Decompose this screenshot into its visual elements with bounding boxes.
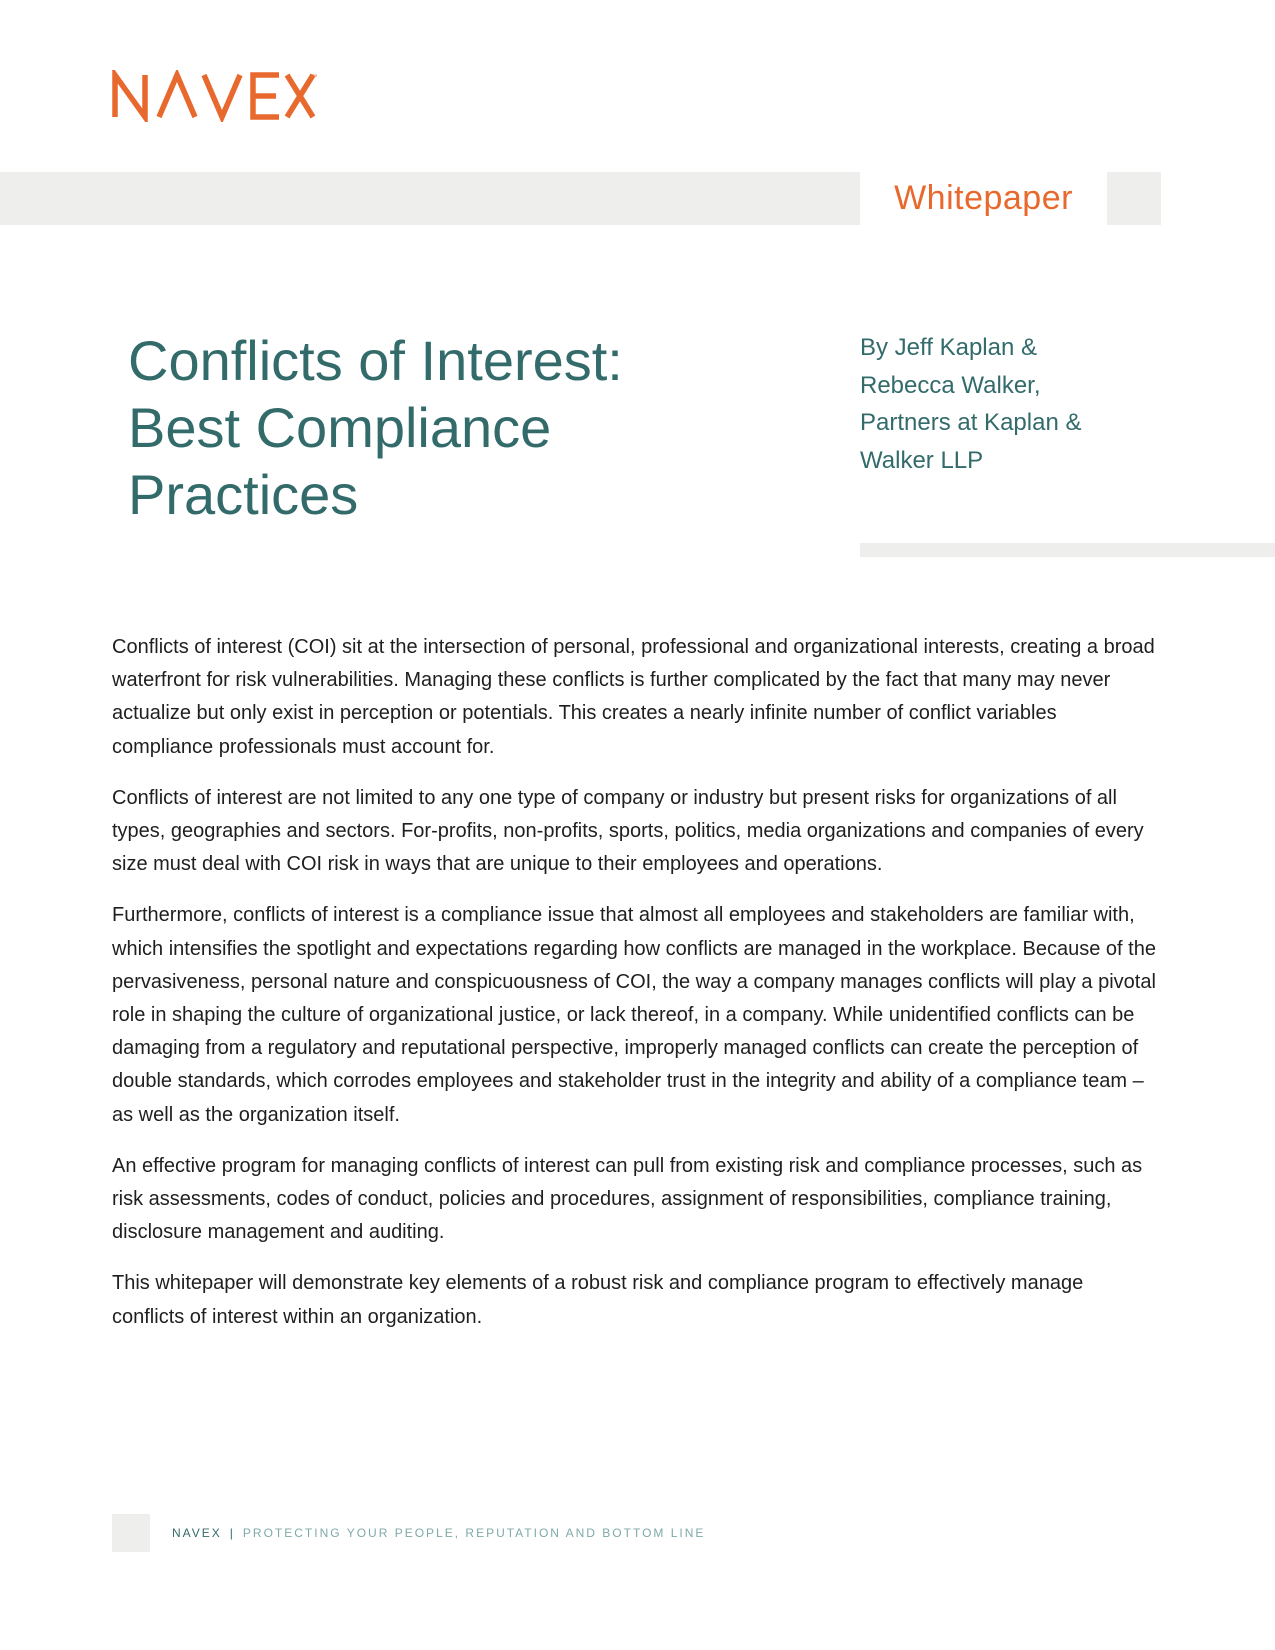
navex-logo [112, 70, 317, 122]
header-band-left [0, 172, 860, 225]
author-line: By Jeff Kaplan & [860, 334, 1037, 361]
footer-brand: NAVEX [172, 1526, 222, 1540]
footer-separator: | [229, 1526, 235, 1540]
header-band-right [1107, 172, 1161, 225]
body-paragraph: An effective program for managing conflicts of interest can pull from existing risk and compliance processes, such as risk assessments, codes of conduct, policies and procedures, assignment of responsibilities, compliance training, disclosure management and auditing. [112, 1154, 1143, 1244]
navex-logo-wordmark [112, 70, 317, 122]
author-divider [860, 543, 1275, 557]
body-paragraph: Conflicts of interest are not limited to any one type of company or industry but present risks for organizations of all types, geographies and sectors. For-profits, non-profits, sports, politics, media organizations and companies of every size must deal with COI risk in ways that are unique to their employees and operations. [112, 786, 1144, 876]
author-byline [860, 329, 1180, 479]
author-line: Walker LLP [860, 446, 984, 474]
footer [172, 1526, 705, 1540]
body-text [112, 631, 1157, 1352]
footer-tagline: PROTECTING YOUR PEOPLE, REPUTATION AND BOTTOM LINE [242, 1526, 706, 1540]
author-line: Rebecca Walker, [860, 371, 1041, 399]
body-paragraph: Conflicts of interest (COI) sit at the intersection of personal, professional and organizational interests, creating a broad waterfront for risk vulnerabilities. Managing these conflicts is further complicated by the fact that many may never actualize but only exist in perception or potentials. This creates a nearly infinite number of conflict variables compliance professionals must account for. [112, 636, 1155, 758]
trademark-symbol: ™ [310, 74, 317, 81]
body-paragraph: This whitepaper will demonstrate key elements of a robust risk and compliance program to effectively manage conflicts of interest within an organization. [112, 1272, 1084, 1328]
title-line: Conflicts of Interest: [128, 329, 623, 392]
title-line: Best Compliance [128, 396, 552, 459]
document-type-label: Whitepaper [894, 179, 1073, 217]
footer-square [112, 1514, 150, 1552]
body-paragraph: Furthermore, conflicts of interest is a compliance issue that almost all employees and stakeholders are familiar with, which intensifies the spotlight and expectations regarding how conflicts are managed in the workplace. Because of the pervasiveness, personal nature and conspicuousness of COI, the way a company manages conflicts will play a pivotal role in shaping the culture of organizational justice, or lack thereof, in a company. While unidentified conflicts can be damaging from a regulatory and reputational perspective, improperly managed conflicts can create the perception of double standards, which corrodes employees and stakeholder trust in the integrity and ability of a compliance team – as well as the organization itself. [112, 904, 1156, 1126]
title-line: Practices [128, 463, 359, 526]
author-line: Partners at Kaplan & [860, 409, 1082, 436]
page-title [128, 327, 688, 528]
